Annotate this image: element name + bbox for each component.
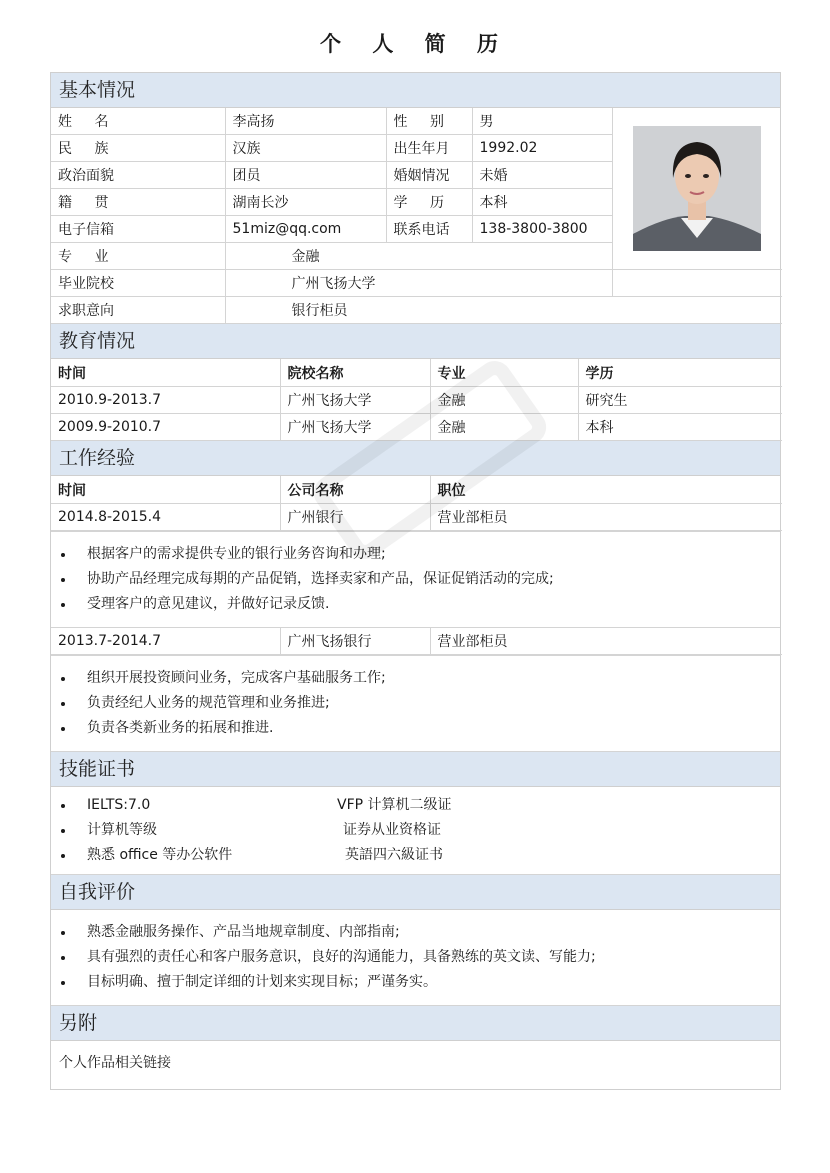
gender-value: 男 [472, 108, 612, 135]
list-item: VFP 计算机二级证 [337, 797, 452, 813]
marital-value: 未婚 [472, 162, 612, 189]
table-row [51, 628, 782, 655]
birth-value: 1992.02 [472, 135, 612, 162]
list-item: 熟悉金融服务操作、产品当地规章制度、内部指南; [51, 920, 780, 945]
col-school: 院校名称 [280, 359, 430, 387]
edu-major: 金融 [430, 387, 578, 414]
job-time: 2013.7-2014.7 [51, 628, 280, 655]
job-company: 广州飞扬银行 [280, 628, 430, 655]
edu-time: 2009.9-2010.7 [51, 414, 280, 441]
table-header-row [51, 476, 782, 504]
edu-school: 广州飞扬大学 [280, 414, 430, 441]
list-item: IELTS:7.0 [51, 793, 301, 818]
list-item: 根据客户的需求提供专业的银行业务咨询和办理; [51, 542, 780, 567]
gender-label: 性 别 [386, 108, 472, 135]
job-duties [51, 531, 780, 628]
photo-cell [612, 108, 782, 270]
section-extra-header: 另附 [51, 1006, 780, 1041]
col-position: 职位 [430, 476, 782, 504]
edu-major: 金融 [430, 414, 578, 441]
col-degree: 学历 [578, 359, 782, 387]
school-value: 广州飞扬大学 [225, 270, 612, 297]
list-item: 计算机等级 [51, 818, 301, 843]
skills-row [51, 843, 780, 868]
table-row [51, 387, 782, 414]
job-position: 营业部柜员 [430, 504, 782, 531]
list-item: 协助产品经理完成每期的产品促销，选择卖家和产品，保证促销活动的完成; [51, 567, 780, 592]
avatar [633, 126, 761, 251]
job-company: 广州银行 [280, 504, 430, 531]
education-table [51, 359, 782, 441]
major-label: 专 业 [51, 243, 225, 270]
list-item: 英語四六級证书 [345, 847, 443, 863]
extra-link-text: 个人作品相关链接 [59, 1055, 171, 1071]
name-value: 李高扬 [225, 108, 386, 135]
ethnic-value: 汉族 [225, 135, 386, 162]
list-item: 受理客户的意见建议，并做好记录反馈. [51, 592, 780, 617]
ethnic-label: 民 族 [51, 135, 225, 162]
phone-label: 联系电话 [386, 216, 472, 243]
edu-degree: 本科 [578, 414, 782, 441]
blank-cell [612, 270, 782, 297]
basic-info-table [51, 108, 782, 324]
job-position: 营业部柜员 [430, 628, 782, 655]
list-item: 负责经纪人业务的规范管理和业务推进; [51, 691, 780, 716]
list-item: 目标明确、擅于制定详细的计划来实现目标；严谨务实。 [51, 970, 780, 995]
list-item: 负责各类新业务的拓展和推进. [51, 716, 780, 741]
resume [50, 72, 781, 1090]
table-row [51, 414, 782, 441]
list-item: 证券从业资格证 [343, 822, 441, 838]
col-major: 专业 [430, 359, 578, 387]
name-label: 姓 名 [51, 108, 225, 135]
native-label: 籍 贯 [51, 189, 225, 216]
section-work-header: 工作经验 [51, 441, 780, 476]
email-value: 51miz@qq.com [225, 216, 386, 243]
col-time: 时间 [51, 476, 280, 504]
edu-school: 广州飞扬大学 [280, 387, 430, 414]
intent-label: 求职意向 [51, 297, 225, 324]
edu-time: 2010.9-2013.7 [51, 387, 280, 414]
job-time: 2014.8-2015.4 [51, 504, 280, 531]
school-label: 毕业院校 [51, 270, 225, 297]
list-item: 组织开展投资顾问业务，完成客户基础服务工作; [51, 666, 780, 691]
col-company: 公司名称 [280, 476, 430, 504]
col-time: 时间 [51, 359, 280, 387]
email-label: 电子信箱 [51, 216, 225, 243]
birth-label: 出生年月 [386, 135, 472, 162]
political-label: 政治面貌 [51, 162, 225, 189]
section-skills-header: 技能证书 [51, 752, 780, 787]
intent-value: 银行柜员 [225, 297, 782, 324]
work-header-table [51, 476, 782, 531]
political-value: 团员 [225, 162, 386, 189]
native-value: 湖南长沙 [225, 189, 386, 216]
table-header-row [51, 359, 782, 387]
marital-label: 婚姻情况 [386, 162, 472, 189]
phone-value: 138-3800-3800 [472, 216, 612, 243]
skills-row [51, 793, 780, 818]
section-basic-header: 基本情况 [51, 73, 780, 108]
section-self-header: 自我评价 [51, 875, 780, 910]
page-title: 个 人 简 历 [320, 32, 510, 56]
skills-list [51, 787, 780, 875]
section-education-header: 教育情况 [51, 324, 780, 359]
portrait-image [633, 126, 761, 251]
degree-value: 本科 [472, 189, 612, 216]
job-duties [51, 655, 780, 752]
skills-row [51, 818, 780, 843]
list-item: 熟悉 office 等办公软件 [51, 843, 301, 868]
major-value: 金融 [225, 243, 612, 270]
edu-degree: 研究生 [578, 387, 782, 414]
work-job2-table [51, 628, 782, 655]
self-eval-list [51, 910, 780, 1006]
table-row [51, 504, 782, 531]
list-item: 具有强烈的责任心和客户服务意识，良好的沟通能力，具备熟练的英文读、写能力; [51, 945, 780, 970]
degree-label: 学 历 [386, 189, 472, 216]
